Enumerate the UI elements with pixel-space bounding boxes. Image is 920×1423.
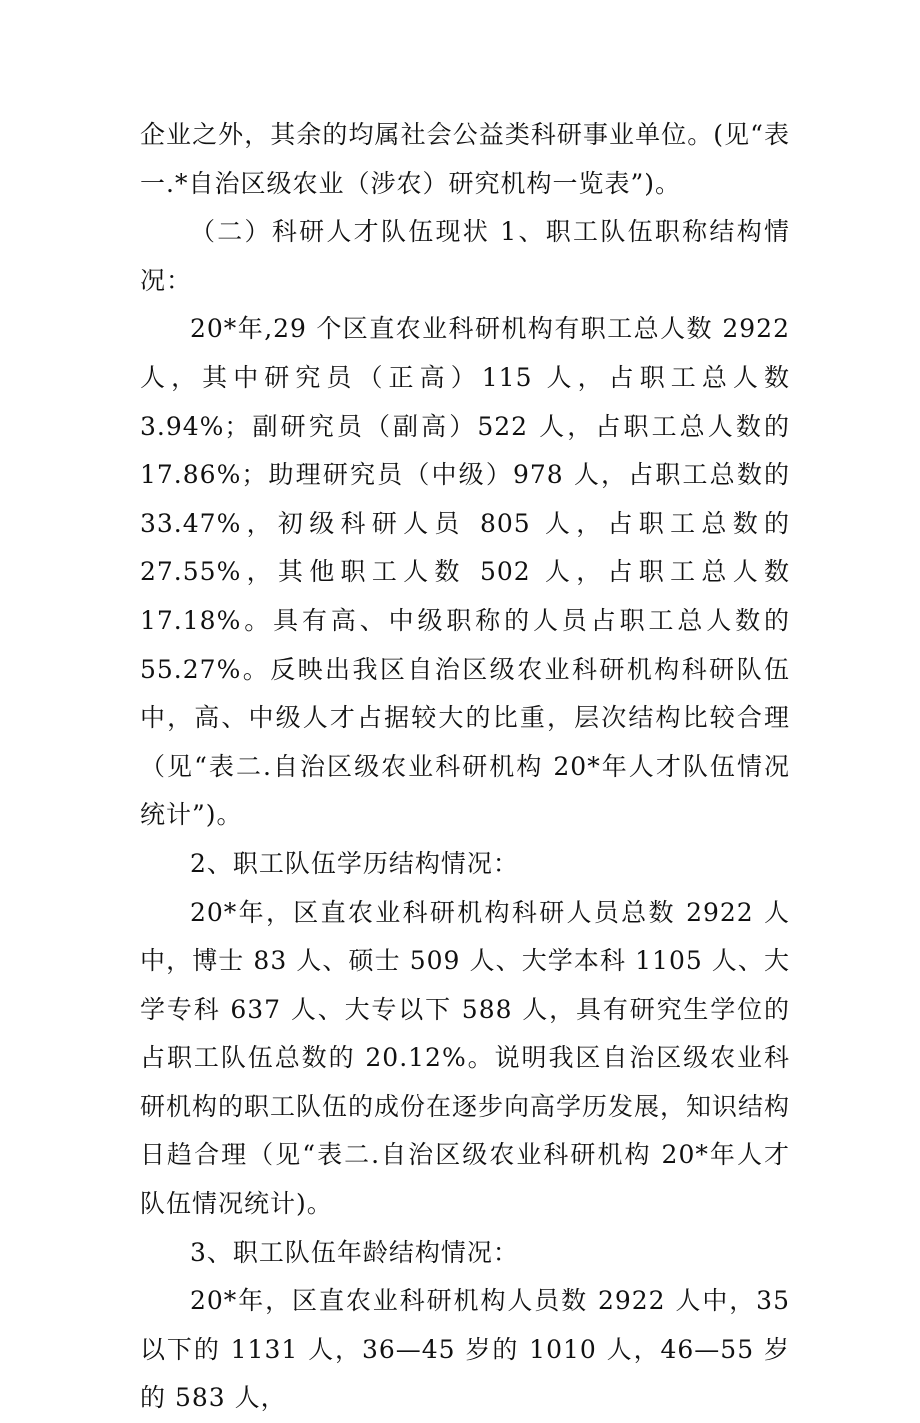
paragraph-title-structure: 20*年,29 个区直农业科研机构有职工总人数 2922 人，其中研究员（正高）115 人，占职工总人数 3.94%；副研究员（副高）522 人，占职工总人数的 17.86%；助理研究员（中级）978 人，占职工总数的 33.47%，初级科研人员 805 人，占职工总数的 27.55%，其他职工人数 502 人，占职工总人数 17.18%。具有高、中级职称的人员占职工总人数的 55.27%。反映出我区自治区级农业科研机构科研队伍中，高、中级人才占据较大的比重，层次结构比较合理（见“表二.自治区级农业科研机构 20*年人才队伍情况统计”)。: [140, 314, 790, 830]
section-heading-talent-status: （二）科研人才队伍现状 1、职工队伍职称结构情况：: [140, 217, 790, 295]
subheading-age-structure: 3、职工队伍年龄结构情况：: [190, 1237, 519, 1267]
subheading-education-structure: 2、职工队伍学历结构情况：: [190, 848, 519, 878]
paragraph-education-structure: 20*年，区直农业科研机构科研人员总数 2922 人中，博士 83 人、硕士 509 人、大学本科 1105 人、大学专科 637 人、大专以下 588 人，具有研究生学位的占职工队伍总数的 20.12%。说明我区自治区级农业科研机构的职工队伍的成份在逐步向高学历发展，知识结构日趋合理（见“表二.自治区级农业科研机构 20*年人才队伍情况统计)。: [140, 897, 791, 1219]
paragraph-continuation: 企业之外，其余的均属社会公益类科研事业单位。(见“表一.*自治区级农业（涉农）研究机构一览表”)。: [140, 120, 790, 198]
document-body: [140, 111, 790, 1423]
paragraph-age-structure: 20*年，区直农业科研机构人员数 2922 人中，35 以下的 1131 人，36—45 岁的 1010 人，46—55 岁的 583 人，: [140, 1286, 790, 1413]
